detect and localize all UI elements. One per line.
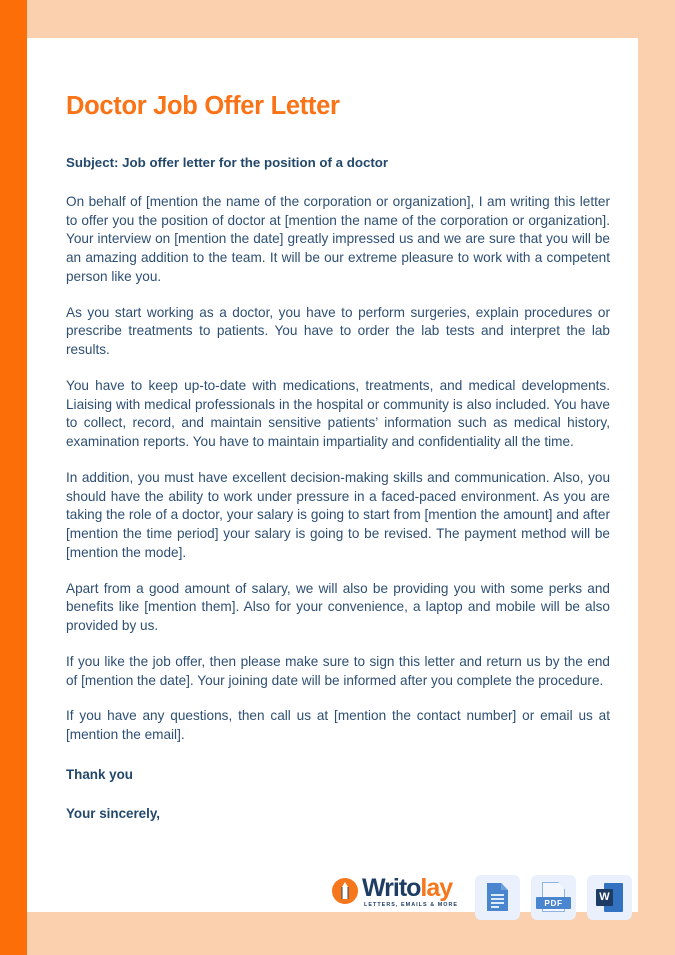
body-paragraph: On behalf of [mention the name of the corporation or organization], I am writing this letter to offer you the position of doctor at [mention the name of the corporation or organization]. Your interview on [mention the date] greatly impressed us and we are sure that you will be an amazing addition to the team. It will be our extreme pleasure to work with a competent person like you. bbox=[66, 193, 610, 284]
letter-sheet bbox=[27, 38, 638, 912]
body-paragraph: In addition, you must have excellent decision-making skills and communication. Also, you should have the ability to work under pressure in a faced-paced environment. As you are taking the role of a doctor, your salary is going to start from [mention the amount] and after [mention the time period] your salary is going to be revised. The payment method will be [mention the mode]. bbox=[66, 469, 610, 560]
letter-content bbox=[66, 38, 610, 823]
footer-row bbox=[66, 864, 632, 926]
left-orange-stripe bbox=[0, 0, 27, 955]
logo-tagline: LETTERS, EMAILS & MORE bbox=[364, 902, 459, 908]
body-paragraph: If you like the job offer, then please make sure to sign this letter and return us by the end of [mention the date]. Your joining date will be informed after you complete the procedure. bbox=[66, 653, 610, 688]
logo-wordmark bbox=[362, 876, 458, 901]
writolay-logo[interactable] bbox=[332, 876, 458, 908]
pdf-icon[interactable] bbox=[531, 875, 576, 920]
subject-line: Subject: Job offer letter for the position of a doctor bbox=[66, 155, 389, 171]
pdf-label: PDF bbox=[536, 897, 571, 909]
logo-word-part-1: Writo bbox=[362, 874, 421, 902]
download-format-icons bbox=[475, 875, 632, 920]
page-title: Doctor Job Offer Letter bbox=[66, 92, 340, 120]
body-paragraph: If you have any questions, then call us at [mention the contact number] or email us at [mention the email]. bbox=[66, 708, 610, 743]
thank-you-text: Thank you bbox=[66, 766, 133, 782]
pen-in-circle-icon bbox=[332, 878, 358, 904]
google-docs-icon[interactable] bbox=[475, 875, 520, 920]
body-paragraph: As you start working as a doctor, you have to perform surgeries, explain procedures or prescribe treatments to patients. You have to order the lab tests and interpret the lab results. bbox=[66, 304, 610, 358]
body-paragraph: You have to keep up-to-date with medications, treatments, and medical developments. Liaising with medical professionals in the hospital or community is also included. You have to collect, record, and maintain sensitive patients’ information such as medical history, examination reports. You have to maintain impartiality and confidentiality all the time. bbox=[66, 377, 610, 450]
word-icon[interactable] bbox=[587, 875, 632, 920]
sincerely-text: Your sincerely, bbox=[66, 806, 161, 822]
google-docs-glyph bbox=[487, 883, 508, 911]
logo-word-part-2: lay bbox=[420, 874, 453, 902]
word-label: W bbox=[596, 889, 613, 906]
body-paragraph: Apart from a good amount of salary, we will also be providing you with some perks and benefits like [mention them]. Also for your convenience, a laptop and mobile will be also provided by us. bbox=[66, 580, 610, 634]
